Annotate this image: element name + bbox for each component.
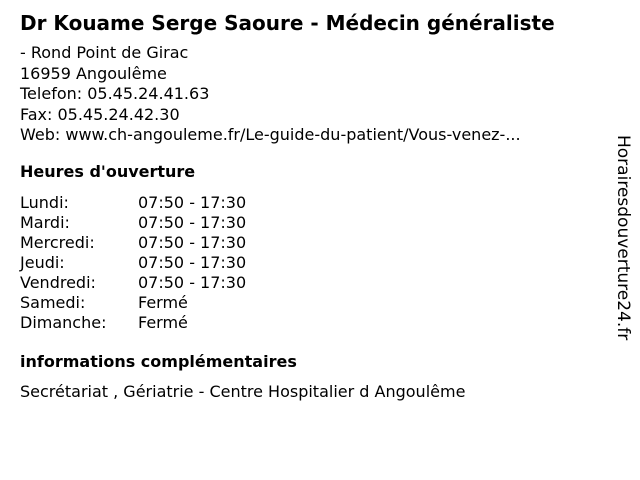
hours-row-monday (20, 193, 600, 213)
hours-day: Samedi: (20, 292, 86, 312)
hours-time: 07:50 - 17:30 (138, 212, 247, 232)
hours-day: Dimanche: (20, 312, 107, 332)
hours-time: Fermé (138, 292, 188, 312)
hours-row-thursday (20, 253, 600, 273)
hours-day: Jeudi: (20, 252, 65, 272)
web-line: Web: www.ch-angouleme.fr/Le-guide-du-patient/Vous-venez-... (20, 125, 521, 144)
practice-card (20, 9, 600, 402)
hours-day: Mercredi: (20, 232, 95, 252)
hours-row-sunday (20, 313, 600, 333)
hours-table (20, 193, 600, 333)
hours-row-saturday (20, 293, 600, 313)
hours-day: Mardi: (20, 212, 70, 232)
city-line: 16959 Angoulême (20, 63, 167, 83)
hours-row-friday (20, 273, 600, 293)
hours-day: Lundi: (20, 192, 69, 212)
hours-time: Fermé (138, 312, 188, 332)
info-heading: informations complémentaires (20, 351, 297, 371)
hours-row-tuesday (20, 213, 600, 233)
address-block (20, 43, 600, 146)
hours-time: 07:50 - 17:30 (138, 192, 247, 212)
hours-time: 07:50 - 17:30 (138, 232, 247, 252)
street-line: - Rond Point de Girac (20, 43, 189, 62)
phone-line: Telefon: 05.45.24.41.63 (20, 84, 210, 103)
hours-row-wednesday (20, 233, 600, 253)
fax-line: Fax: 05.45.24.42.30 (20, 104, 180, 124)
practice-title: Dr Kouame Serge Saoure - Médecin généraliste (20, 11, 555, 35)
site-brand-watermark: Horairesdouverture24.fr (613, 135, 633, 341)
hours-time: 07:50 - 17:30 (138, 272, 247, 292)
hours-day: Vendredi: (20, 272, 96, 292)
info-text: Secrétariat , Gériatrie - Centre Hospitalier d Angoulême (20, 381, 466, 401)
hours-heading: Heures d'ouverture (20, 161, 196, 181)
hours-time: 07:50 - 17:30 (138, 252, 247, 272)
